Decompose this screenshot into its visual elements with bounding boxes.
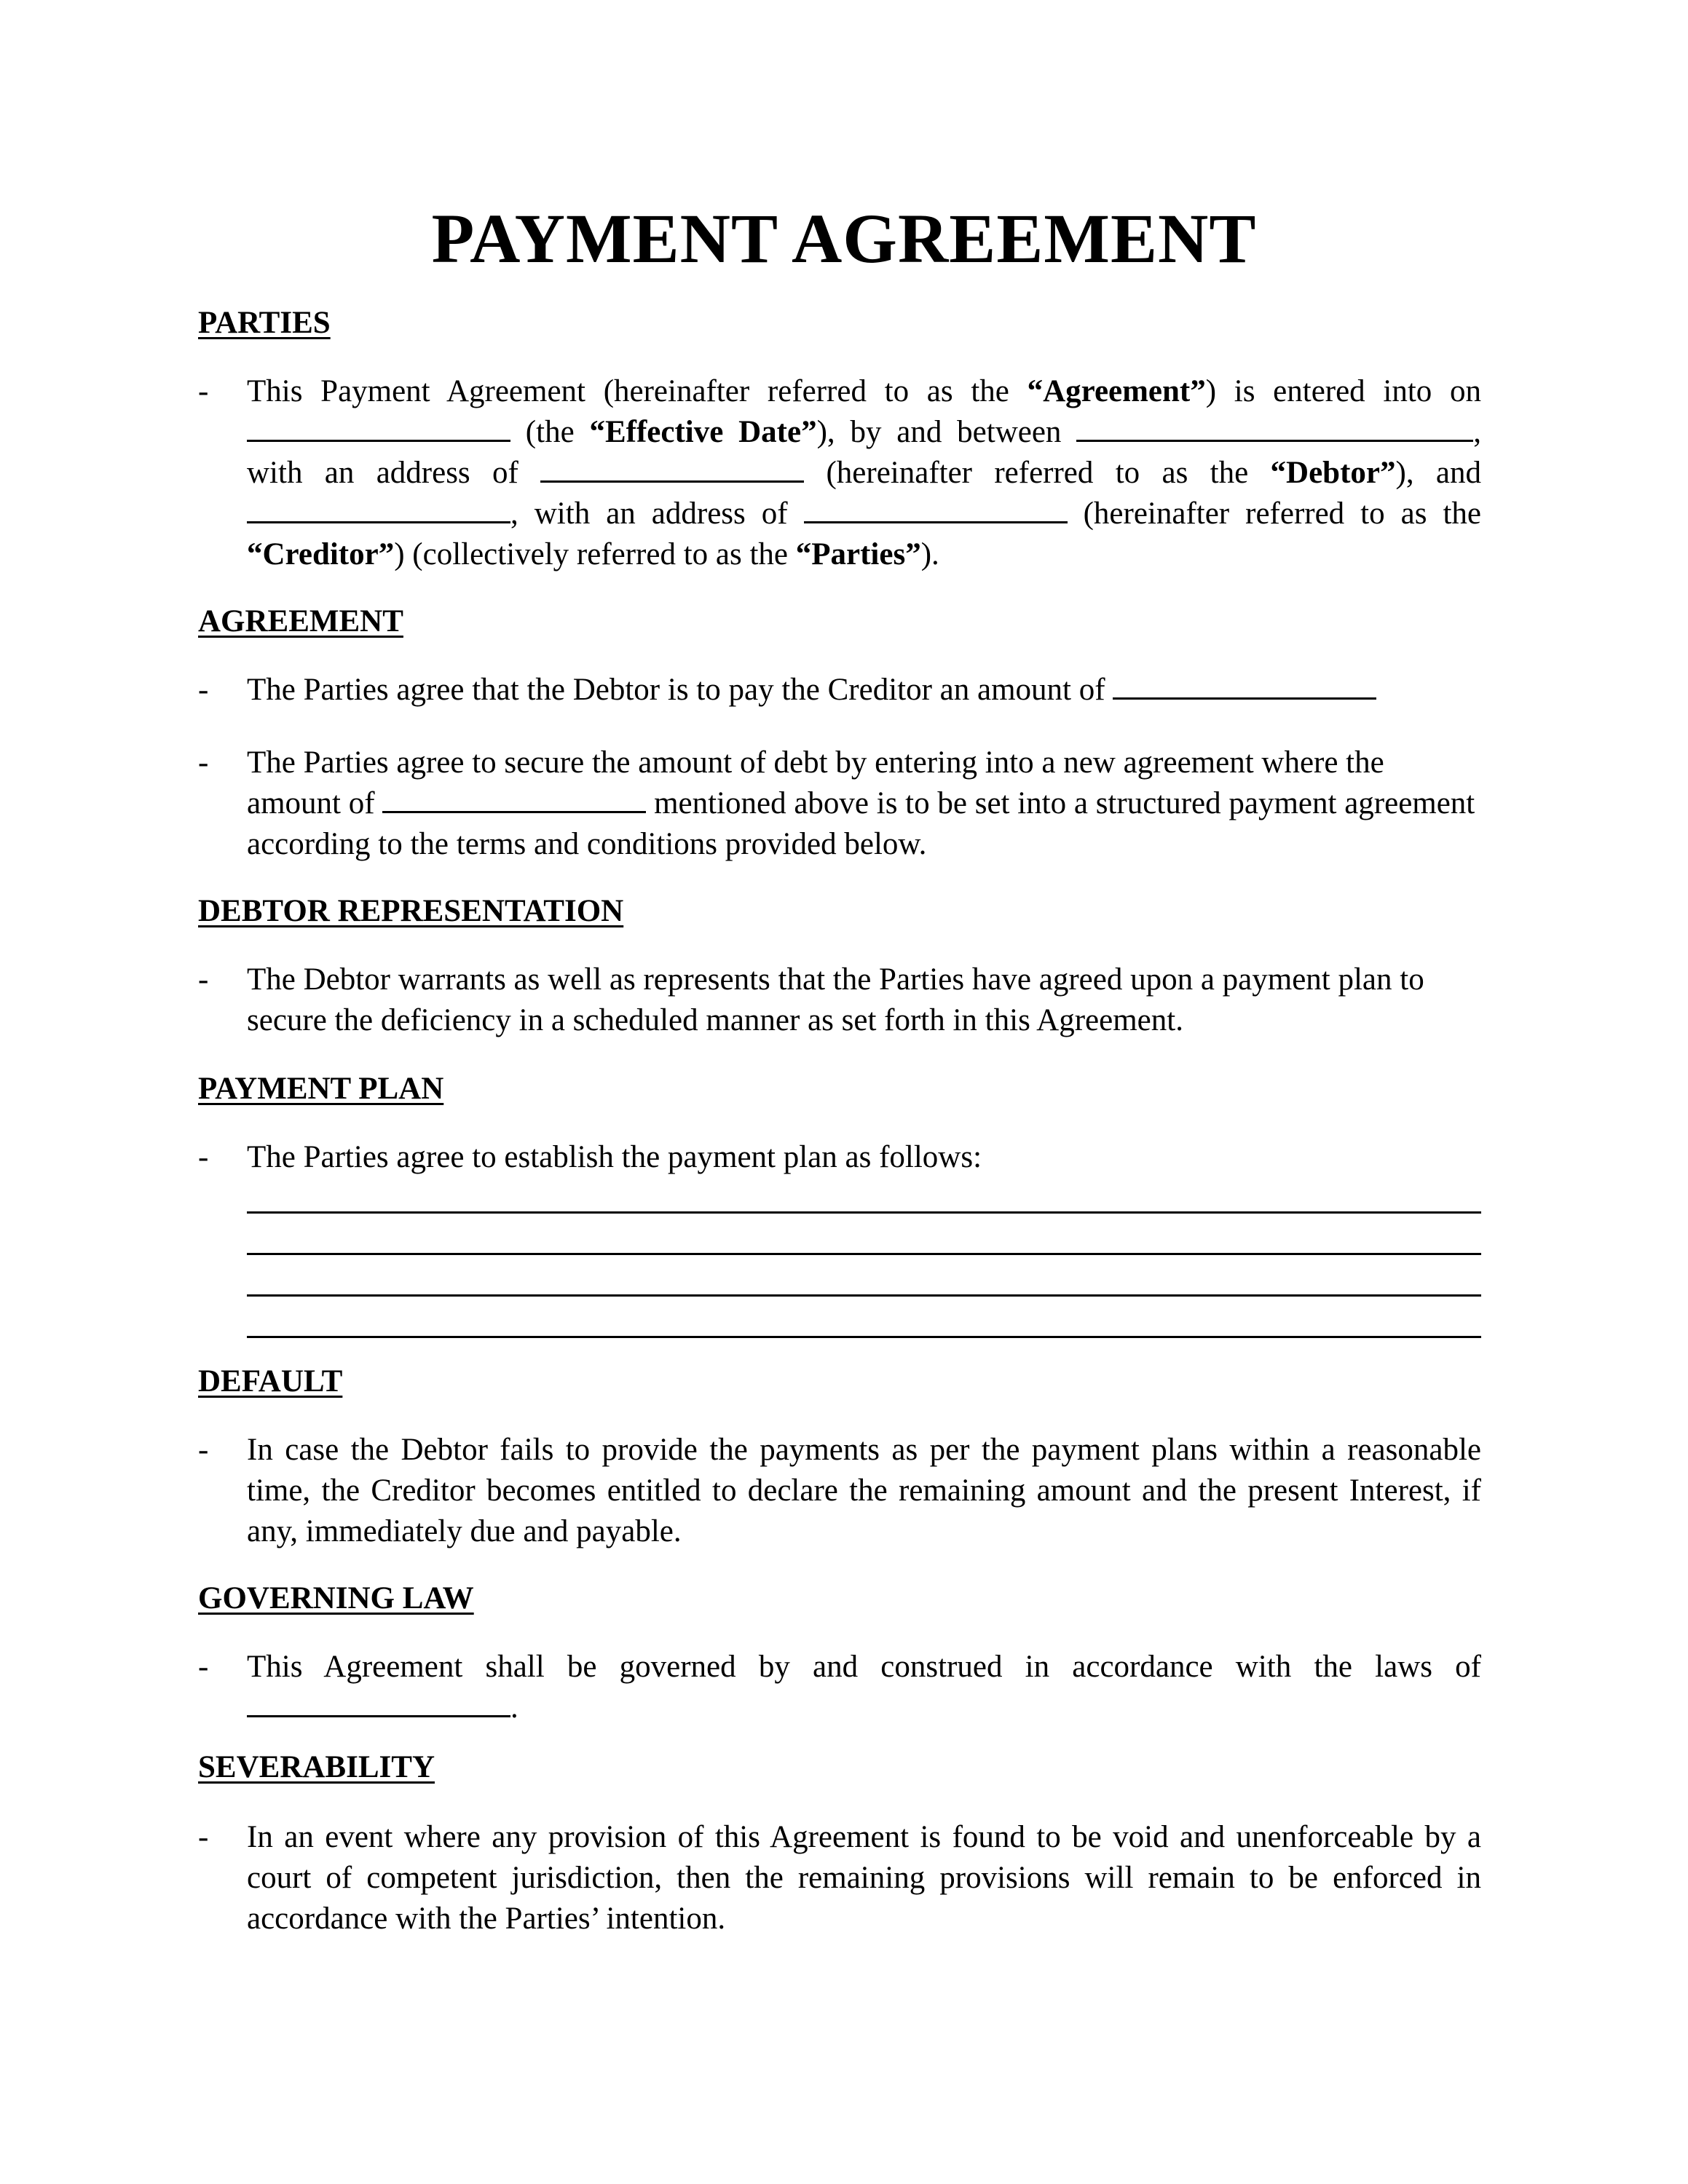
term-creditor: “Creditor” <box>247 537 395 571</box>
default-item-1: In case the Debtor fails to provide the payments as per the payment plans within a reasonable time, the Creditor becomes entitled to declare the remaining amount and the present Interest, if any, immediately due and payable. <box>247 1433 1481 1548</box>
creditor-address-blank[interactable] <box>804 495 1068 523</box>
payment-plan-line-4[interactable] <box>247 1336 1481 1338</box>
text-run: This Payment Agreement (hereinafter referred to as the <box>247 374 1028 408</box>
text-run: . <box>510 1690 518 1725</box>
bullet-dash: - <box>198 745 209 780</box>
term-effective-date: “Effective Date” <box>589 415 817 449</box>
bullet-dash: - <box>198 1433 209 1467</box>
agreement-item-1 <box>247 670 1481 711</box>
payment-plan-line-2[interactable] <box>247 1253 1481 1255</box>
text-run: , with an address of <box>510 496 804 531</box>
text-run: , with an address of <box>247 415 1481 490</box>
section-heading-agreement: AGREEMENT <box>198 604 403 638</box>
text-run: mentioned above is to be set into a structured payment agreement according to the terms and conditions provided below. <box>247 786 1475 861</box>
payment-plan-line-1[interactable] <box>247 1211 1481 1214</box>
structured-amount-blank[interactable] <box>382 785 646 813</box>
debtor-name-blank[interactable] <box>1076 414 1473 442</box>
section-heading-severability: SEVERABILITY <box>198 1750 435 1784</box>
agreement-item-2 <box>247 743 1481 865</box>
text-run: The Parties agree that the Debtor is to pay the Creditor an amount of <box>247 673 1113 707</box>
text-run: (the <box>510 415 590 449</box>
term-agreement: “Agreement” <box>1027 374 1206 408</box>
jurisdiction-blank[interactable] <box>247 1689 510 1717</box>
section-heading-payment-plan: PAYMENT PLAN <box>198 1072 444 1106</box>
parties-paragraph <box>247 371 1481 575</box>
text-run: (hereinafter referred to as the <box>1067 496 1481 531</box>
creditor-name-blank[interactable] <box>247 495 510 523</box>
payment-plan-line-3[interactable] <box>247 1294 1481 1297</box>
debt-amount-blank[interactable] <box>1113 671 1376 700</box>
bullet-dash: - <box>198 1820 209 1854</box>
section-heading-parties: PARTIES <box>198 306 331 340</box>
bullet-dash: - <box>198 962 209 997</box>
debtor-representation-item-1: The Debtor warrants as well as represents that the Parties have agreed upon a payment plan to secure the deficiency in a scheduled manner as set forth in this Agreement. <box>247 962 1424 1037</box>
payment-plan-item-1: The Parties agree to establish the payment plan as follows: <box>247 1140 982 1174</box>
effective-date-blank[interactable] <box>247 414 510 442</box>
section-heading-governing-law: GOVERNING LAW <box>198 1581 474 1615</box>
text-run: ), by and between <box>816 415 1077 449</box>
document-title: PAYMENT AGREEMENT <box>431 199 1257 277</box>
section-heading-default: DEFAULT <box>198 1364 343 1398</box>
bullet-dash: - <box>198 374 209 408</box>
debtor-address-blank[interactable] <box>540 454 804 483</box>
text-run: ) is entered into on <box>1205 374 1481 408</box>
text-run: This Agreement shall be governed by and construed in accordance with the laws of <box>247 1650 1481 1684</box>
section-heading-debtor-representation: DEBTOR REPRESENTATION <box>198 894 624 928</box>
term-debtor: “Debtor” <box>1270 456 1396 490</box>
text-run: ), and <box>1395 456 1481 490</box>
governing-law-item-1 <box>247 1647 1481 1728</box>
severability-item-1: In an event where any provision of this Agreement is found to be void and unenforceable by a court of competent jurisdiction, then the remaining provisions will remain to be enforced in accordance with the Parties’ intention. <box>247 1820 1481 1936</box>
text-run: ) (collectively referred to as the <box>394 537 796 571</box>
text-run: ). <box>920 537 939 571</box>
bullet-dash: - <box>198 673 209 707</box>
bullet-dash: - <box>198 1650 209 1684</box>
term-parties: “Parties” <box>795 537 921 571</box>
text-run: The Parties agree to secure the amount of debt by entering into a new agreement where the amount of <box>247 745 1384 820</box>
text-run: (hereinafter referred to as the <box>804 456 1271 490</box>
bullet-dash: - <box>198 1140 209 1174</box>
